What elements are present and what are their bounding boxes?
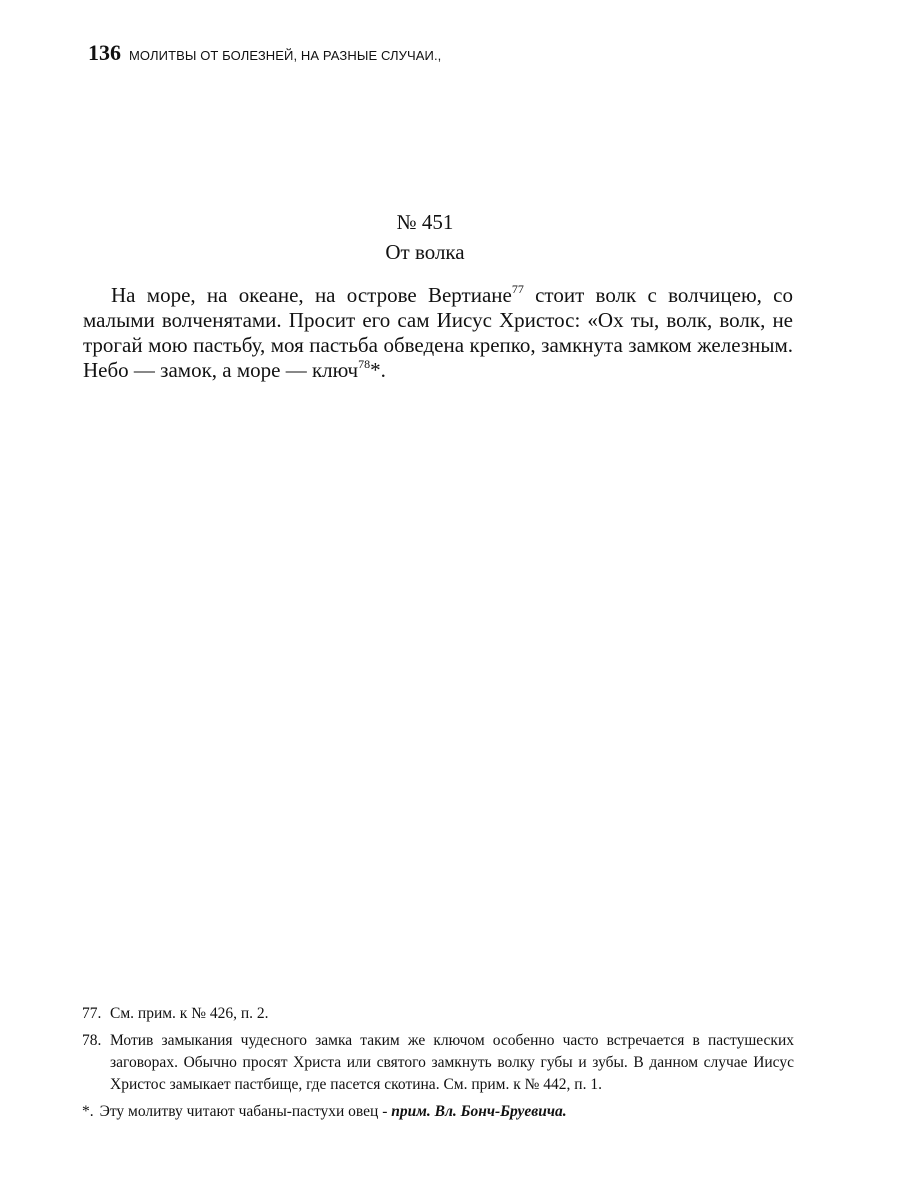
footnotes (82, 1003, 794, 1123)
footnote-number: 78. (82, 1032, 102, 1049)
footnote-number: 77. (82, 1005, 102, 1022)
footnote-78 (82, 1030, 794, 1096)
footnote-text: См. прим. к № 426, п. 2. (110, 1005, 269, 1022)
footnote-attribution: прим. Вл. Бонч-Бруевича. (391, 1103, 567, 1120)
footnote-text: Мотив замыкания чудесного замка таким же ключом особенно часто встречается в пастушеских заговорах. Обычно просят Христа или святого замкнуть волку губы и зубы. В данном случае Иисус Христос замыкает пастбище, где пасется скотина. См. прим. к № 442, п. 1. (110, 1032, 794, 1093)
running-header (88, 40, 441, 66)
prayer-text-part2: стоит волк с волчицею, со малыми волченятами. Просит его сам Иисус Христос: «Ох ты, волк, волк, не трогай мою пастьбу, моя пастьба обведена крепко, замкнута замком железным. Небо — замок, а море — ключ (83, 283, 793, 382)
page-number: 136 (88, 40, 121, 65)
footnote-77 (82, 1003, 794, 1025)
footnote-text: Эту молитву читают чабаны-пастухи овец - (99, 1103, 392, 1120)
prayer-text-end: *. (370, 358, 386, 382)
footnote-ref-77: 77 (511, 282, 524, 296)
prayer-text-part1: На море, на океане, на острове Вертиане (111, 283, 512, 307)
footnote-number: *. (82, 1103, 94, 1120)
footnote-star (82, 1101, 794, 1123)
running-title: МОЛИТВЫ ОТ БОЛЕЗНЕЙ, НА РАЗНЫЕ СЛУЧАИ., (129, 48, 442, 63)
entry-number: № 451 (396, 210, 454, 234)
entry-title: От волка (385, 240, 465, 264)
prayer-text (83, 283, 793, 383)
footnote-ref-78: 78 (358, 357, 371, 371)
